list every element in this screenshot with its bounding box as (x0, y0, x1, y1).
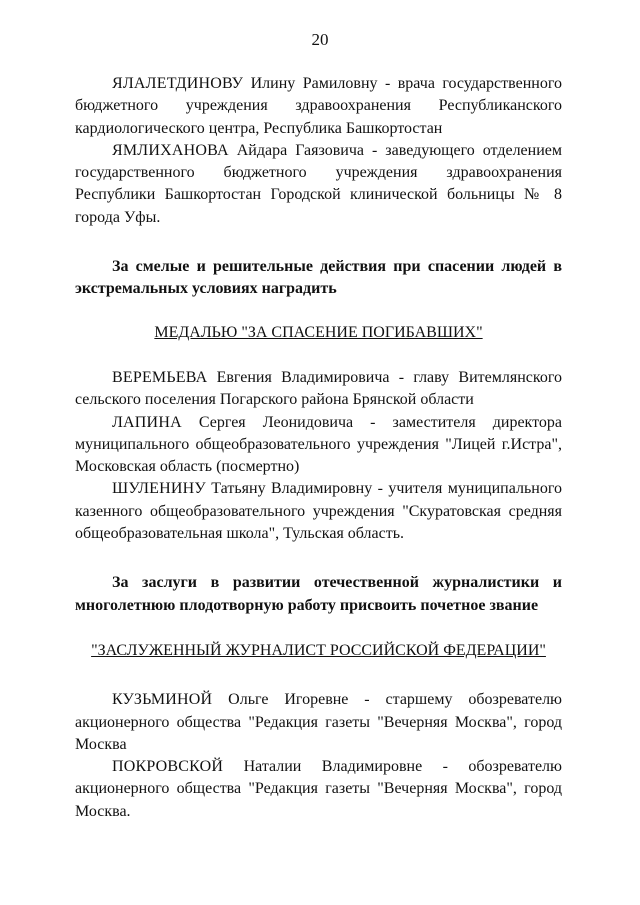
recipient-details: Евгения Владимировича - главу Витемлянского сельского поселения Погарского района Брянской области (75, 368, 562, 409)
recipient-surname: ЯЛАЛЕТДИНОВУ (112, 75, 244, 92)
award-entry (75, 478, 562, 545)
recipient-surname: ШУЛЕНИНУ (112, 480, 206, 498)
recipient-surname: ПОКРОВСКОЙ (112, 758, 224, 776)
award-title: "ЗАСЛУЖЕННЫЙ ЖУРНАЛИСТ РОССИЙСКОЙ ФЕДЕРАЦИИ" (91, 641, 546, 659)
recipient-surname: ЯМЛИХАНОВА (112, 141, 229, 159)
recipient-details: Илину Рамиловну - врача государственного бюджетного учреждения здравоохранения Республиканского кардиологического центра, Республика Башкортостан (75, 75, 562, 137)
recipient-surname: КУЗЬМИНОЙ (112, 691, 213, 709)
award-title: МЕДАЛЬЮ "ЗА СПАСЕНИЕ ПОГИБАВШИХ" (154, 323, 483, 341)
award-entry (75, 367, 562, 412)
decree-heading: За заслуги в развитии отечественной журналистики и многолетнюю плодотворную работу присвоить почетное звание (75, 574, 562, 614)
recipient-details: Сергея Леонидовича - заместителя директора муниципального общеобразовательного учреждения "Лицей г.Истра", Московская область (посмертно) (75, 413, 562, 476)
award-entry (75, 73, 562, 140)
page-number: 20 (311, 30, 329, 49)
award-entry (75, 689, 562, 756)
award-entry (75, 756, 562, 823)
decree-heading: За смелые и решительные действия при спасении людей в экстремальных условиях наградить (75, 258, 562, 298)
document-body (75, 73, 562, 823)
recipient-surname: ВЕРЕМЬЕВА (112, 368, 208, 386)
recipient-surname: ЛАПИНА (112, 413, 182, 431)
recipient-details: Ольге Игоревне - старшему обозревателю акционерного общества "Редакция газеты "Вечерняя Москва", город Москва (75, 691, 562, 753)
recipient-details: Татьяну Владимировну - учителя муниципального казенного общеобразовательного учреждения "Скуратовская средняя общеобразовательная школа", Тульская область. (75, 480, 562, 543)
award-entry (75, 140, 562, 229)
award-entry (75, 412, 562, 479)
recipient-details: Айдара Гаязовича - заведующего отделением государственного бюджетного учреждения здравоохранения Республики Башкортостан Городской клинической больницы № 8 города Уфы. (75, 141, 562, 226)
recipient-details: Наталии Владимировне - обозревателю акционерного общества "Редакция газеты "Вечерняя Москва", город Москва. (75, 758, 562, 820)
